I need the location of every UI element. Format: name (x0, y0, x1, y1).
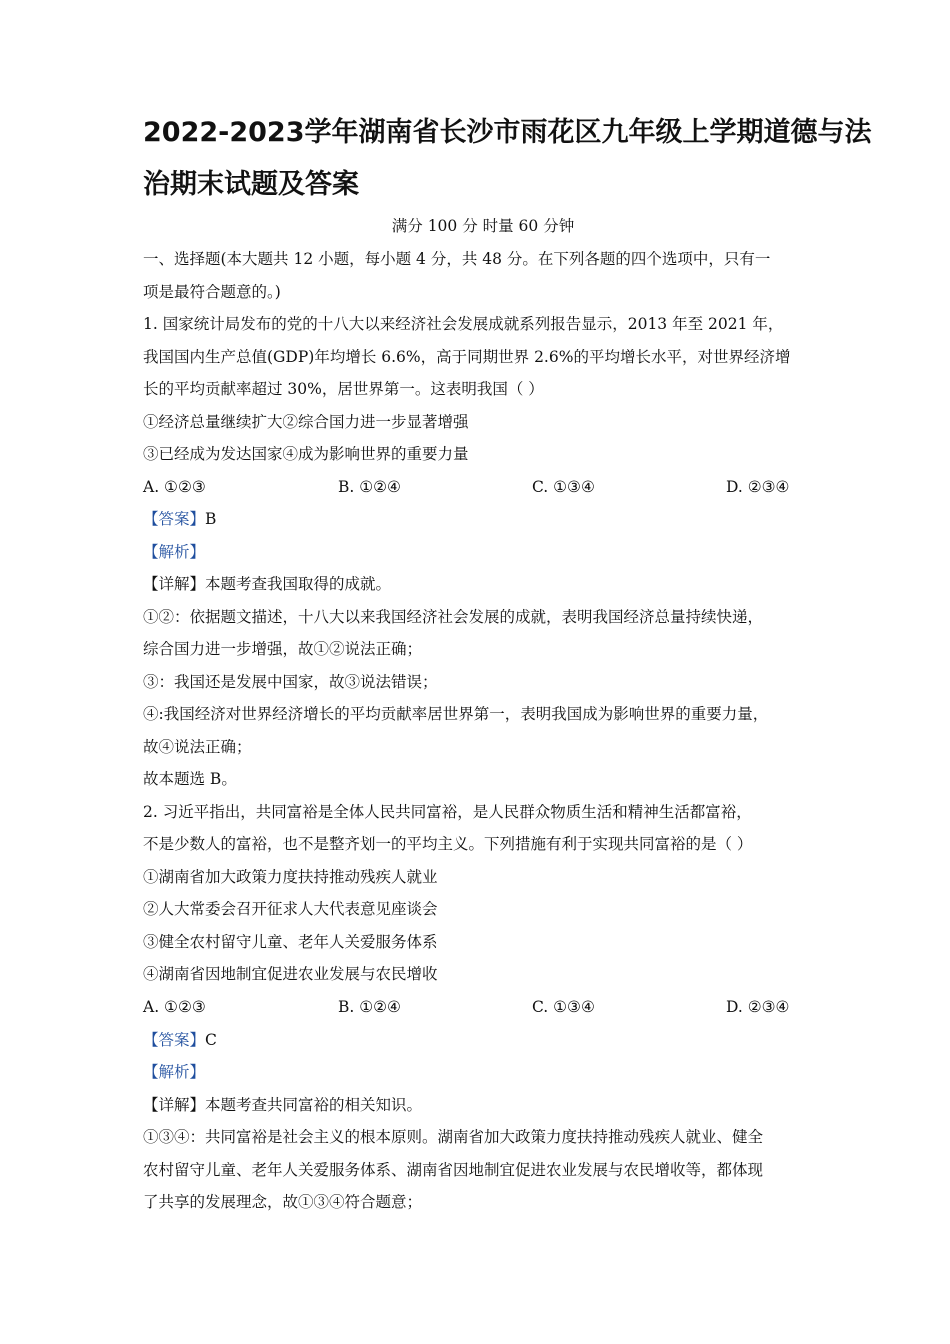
q1-detail (143, 574, 823, 594)
q1-explanation-line-1: ①②：依据题文描述，十八大以来我国经济社会发展的成就，表明我国经济总量持续快递， (143, 608, 764, 626)
q1-option-d: D. ②③④ (726, 478, 790, 496)
q1-stem-line-1: 1. 国家统计局发布的党的十八大以来经济社会发展成就系列报告显示，2013 年至 2021 年， (143, 315, 784, 333)
q1-item-1: ①经济总量继续扩大②综合国力进一步显著增强 (143, 413, 469, 431)
q1-stem-line-2: 我国国内生产总值(GDP)年均增长 6.6%，高于同期世界 2.6%的平均增长水平，对世界经济增 (143, 348, 791, 366)
q1-detail-tag: 【详解】 (143, 575, 206, 593)
exam-info: 满分 100 分 时量 60 分钟 (391, 217, 575, 235)
q2-detail (143, 1095, 823, 1115)
q2-explanation-line-3: 了共享的发展理念，故①③④符合题意； (143, 1193, 423, 1211)
q2-explanation-line-1: ①③④：共同富裕是社会主义的根本原则。湖南省加大政策力度扶持推动残疾人就业、健全 (143, 1128, 764, 1146)
q1-explanation-line-4: ④:我国经济对世界经济增长的平均贡献率居世界第一，表明我国成为影响世界的重要力量， (143, 705, 769, 723)
q1-item-2: ③已经成为发达国家④成为影响世界的重要力量 (143, 445, 469, 463)
q2-answer-value: C (205, 1031, 217, 1049)
q2-stem-line-1: 2. 习近平指出，共同富裕是全体人民共同富裕，是人民群众物质生活和精神生活都富裕， (143, 803, 752, 821)
q2-item-4: ④湖南省因地制宜促进农业发展与农民增收 (143, 965, 438, 983)
q1-explanation-line-2: 综合国力进一步增强，故①②说法正确； (143, 640, 423, 658)
q2-stem-line-2: 不是少数人的富裕，也不是整齐划一的平均主义。下列措施有利于实现共同富裕的是（ ） (143, 835, 753, 853)
q1-detail-text: 本题考查我国取得的成就。 (205, 575, 392, 593)
q2-detail-text: 本题考查共同富裕的相关知识。 (205, 1096, 423, 1114)
document-title-line-2: 治期末试题及答案 (143, 169, 359, 200)
q2-option-d: D. ②③④ (726, 998, 790, 1016)
q1-answer-tag: 【答案】 (143, 510, 206, 528)
q2-analysis-tag: 【解析】 (143, 1063, 206, 1081)
q2-answer (143, 1030, 823, 1050)
q2-item-2: ②人大常委会召开征求人大代表意见座谈会 (143, 900, 438, 918)
q1-options (143, 477, 823, 497)
q1-option-a: A. ①②③ (143, 478, 206, 496)
q1-answer (143, 509, 823, 529)
q2-option-a: A. ①②③ (143, 998, 206, 1016)
q2-detail-tag: 【详解】 (143, 1096, 206, 1114)
section-header-line-2: 项是最符合题意的。) (143, 283, 281, 301)
q2-options (143, 997, 823, 1017)
q1-explanation-line-3: ③：我国还是发展中国家，故③说法错误； (143, 673, 438, 691)
q2-item-1: ①湖南省加大政策力度扶持推动残疾人就业 (143, 868, 438, 886)
q2-answer-tag: 【答案】 (143, 1031, 206, 1049)
q1-stem-line-3: 长的平均贡献率超过 30%，居世界第一。这表明我国（ ） (143, 380, 544, 398)
q1-option-b: B. ①②④ (338, 478, 401, 496)
q1-explanation-line-6: 故本题选 B。 (143, 770, 237, 788)
q2-item-3: ③健全农村留守儿童、老年人关爱服务体系 (143, 933, 438, 951)
document-title-line-1: 2022-2023学年湖南省长沙市雨花区九年级上学期道德与法 (143, 117, 872, 148)
section-header-line-1: 一、选择题(本大题共 12 小题，每小题 4 分，共 48 分。在下列各题的四个选项中，只有一 (143, 250, 771, 268)
q2-option-c: C. ①③④ (532, 998, 595, 1016)
q1-option-c: C. ①③④ (532, 478, 595, 496)
q1-analysis-tag: 【解析】 (143, 543, 206, 561)
q1-explanation-line-5: 故④说法正确； (143, 738, 252, 756)
q1-answer-value: B (205, 510, 217, 528)
q2-option-b: B. ①②④ (338, 998, 401, 1016)
q2-explanation-line-2: 农村留守儿童、老年人关爱服务体系、湖南省因地制宜促进农业发展与农民增收等，都体现 (143, 1161, 764, 1179)
